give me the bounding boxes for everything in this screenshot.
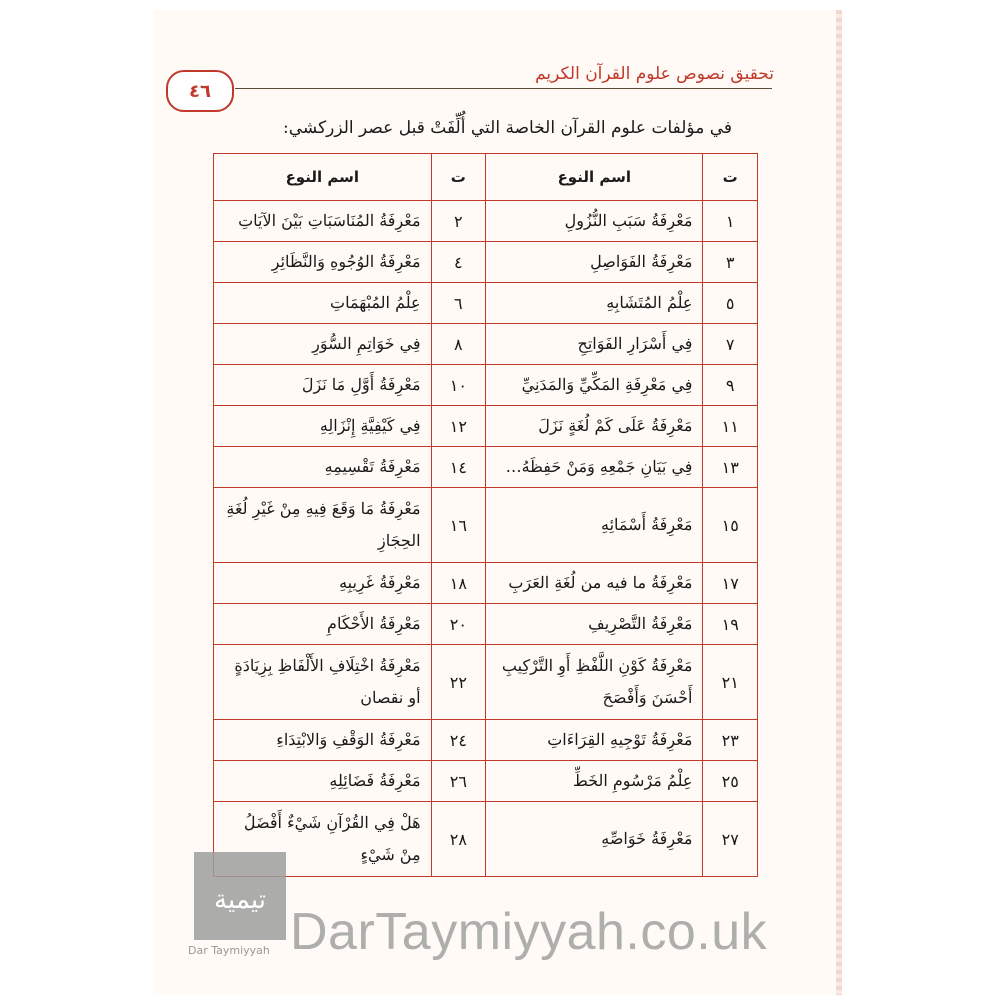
left-name-cell: مَعْرِفَةُ غَرِيبِهِ [214, 563, 432, 604]
right-number-cell: ١٥ [703, 488, 758, 563]
left-name-cell: مَعْرِفَةُ مَا وَقَعَ فِيهِ مِنْ غَيْرِ لُغَةِ الحِجَازِ [214, 488, 432, 563]
table-row [214, 242, 758, 283]
left-name-cell: مَعْرِفَةُ الأَحْكَامِ [214, 604, 432, 645]
table-header-row [214, 154, 758, 201]
left-name-cell: مَعْرِفَةُ الوُجُوهِ وَالنَّظَائِرِ [214, 242, 432, 283]
types-table [213, 153, 758, 877]
left-name-cell: مَعْرِفَةُ تَقْسِيمِهِ [214, 447, 432, 488]
right-name-cell: مَعْرِفَةُ أَسْمَائِهِ [486, 488, 703, 563]
left-name-cell: مَعْرِفَةُ المُنَاسَبَاتِ بَيْنَ الآيَاتِ [214, 201, 432, 242]
table-row [214, 645, 758, 720]
left-number-cell: ٢٠ [431, 604, 486, 645]
right-number-cell: ١٩ [703, 604, 758, 645]
table-row [214, 761, 758, 802]
left-name-cell: مَعْرِفَةُ اخْتِلَافِ الأَلْفَاظِ بِزِيَادَةٍ أو نقصان [214, 645, 432, 720]
table-row [214, 802, 758, 877]
table-row [214, 720, 758, 761]
table-row [214, 283, 758, 324]
left-number-cell: ٢٢ [431, 645, 486, 720]
table-row [214, 447, 758, 488]
watermark-logo-text: تيمية [214, 885, 266, 915]
left-name-cell: مَعْرِفَةُ الوَقْفِ وَالابْتِدَاءِ [214, 720, 432, 761]
right-number-cell: ١١ [703, 406, 758, 447]
table-row [214, 563, 758, 604]
left-number-cell: ٢٨ [431, 802, 486, 877]
header-name-left: اسم النوع [214, 154, 432, 201]
right-number-cell: ٧ [703, 324, 758, 365]
table-row [214, 324, 758, 365]
right-name-cell: مَعْرِفَةُ تَوْجِيهِ القِرَاءَاتِ [486, 720, 703, 761]
table-row [214, 406, 758, 447]
left-number-cell: ٨ [431, 324, 486, 365]
left-name-cell: فِي كَيْفِيَّةِ إِنْزَالِهِ [214, 406, 432, 447]
right-name-cell: فِي مَعْرِفَةِ المَكِّيِّ وَالمَدَنِيِّ [486, 365, 703, 406]
left-name-cell: مَعْرِفَةُ أَوَّلِ مَا نَزَلَ [214, 365, 432, 406]
right-number-cell: ٢٧ [703, 802, 758, 877]
left-number-cell: ٢٦ [431, 761, 486, 802]
table-row [214, 201, 758, 242]
running-title: تحقيق نصوص علوم القرآن الكريم [535, 64, 774, 84]
right-name-cell: مَعْرِفَةُ ما فيه من لُغَةِ العَرَبِ [486, 563, 703, 604]
watermark-logo [194, 852, 286, 940]
right-number-cell: ٣ [703, 242, 758, 283]
page-edge [836, 10, 842, 995]
left-number-cell: ١٤ [431, 447, 486, 488]
intro-text: في مؤلفات علوم القرآن الخاصة التي أُلِّفَتْ قبل عصر الزركشي: [283, 118, 732, 138]
right-name-cell: عِلْمُ مَرْسُومِ الخَطِّ [486, 761, 703, 802]
table-body [214, 201, 758, 877]
left-name-cell: فِي خَوَاتِمِ السُّوَرِ [214, 324, 432, 365]
right-name-cell: فِي بَيَانِ جَمْعِهِ وَمَنْ حَفِظَهُ… [486, 447, 703, 488]
right-number-cell: ٥ [703, 283, 758, 324]
header-rule [235, 88, 772, 89]
right-name-cell: مَعْرِفَةُ الفَوَاصِلِ [486, 242, 703, 283]
left-number-cell: ٢ [431, 201, 486, 242]
watermark-site-text: DarTaymiyyah.co.uk [290, 903, 768, 961]
left-name-cell: عِلْمُ المُبْهَمَاتِ [214, 283, 432, 324]
left-number-cell: ١٠ [431, 365, 486, 406]
right-name-cell: مَعْرِفَةُ خَوَاصِّهِ [486, 802, 703, 877]
left-number-cell: ٢٤ [431, 720, 486, 761]
left-name-cell: مَعْرِفَةُ فَضَائِلِهِ [214, 761, 432, 802]
left-number-cell: ١٨ [431, 563, 486, 604]
right-number-cell: ٩ [703, 365, 758, 406]
left-number-cell: ١٢ [431, 406, 486, 447]
right-name-cell: مَعْرِفَةُ التَّصْرِيفِ [486, 604, 703, 645]
right-number-cell: ٢٣ [703, 720, 758, 761]
table-row [214, 365, 758, 406]
watermark-caption: Dar Taymiyyah [188, 944, 270, 957]
header-name-right: اسم النوع [486, 154, 703, 201]
header-num-left: ت [431, 154, 486, 201]
right-number-cell: ٢١ [703, 645, 758, 720]
header-num-right: ت [703, 154, 758, 201]
page-number-badge: ٤٦ [166, 70, 234, 112]
left-number-cell: ١٦ [431, 488, 486, 563]
left-name-cell: هَلْ فِي القُرْآنِ شَيْءٌ أَفْضَلُ مِنْ شَيْءٍ [214, 802, 432, 877]
right-name-cell: مَعْرِفَةُ عَلَى كَمْ لُغَةٍ نَزَلَ [486, 406, 703, 447]
table-row [214, 604, 758, 645]
left-number-cell: ٤ [431, 242, 486, 283]
right-number-cell: ١ [703, 201, 758, 242]
right-name-cell: عِلْمُ المُتَشَابِهِ [486, 283, 703, 324]
table-row [214, 488, 758, 563]
right-name-cell: مَعْرِفَةُ كَوْنِ اللَّفْظِ أَوِ التَّرْكِيبِ أَحْسَنَ وَأَفْصَحَ [486, 645, 703, 720]
right-number-cell: ١٧ [703, 563, 758, 604]
left-number-cell: ٦ [431, 283, 486, 324]
right-number-cell: ١٣ [703, 447, 758, 488]
right-name-cell: مَعْرِفَةُ سَبَبِ النُّزُولِ [486, 201, 703, 242]
right-name-cell: فِي أَسْرَارِ الفَوَاتِحِ [486, 324, 703, 365]
right-number-cell: ٢٥ [703, 761, 758, 802]
